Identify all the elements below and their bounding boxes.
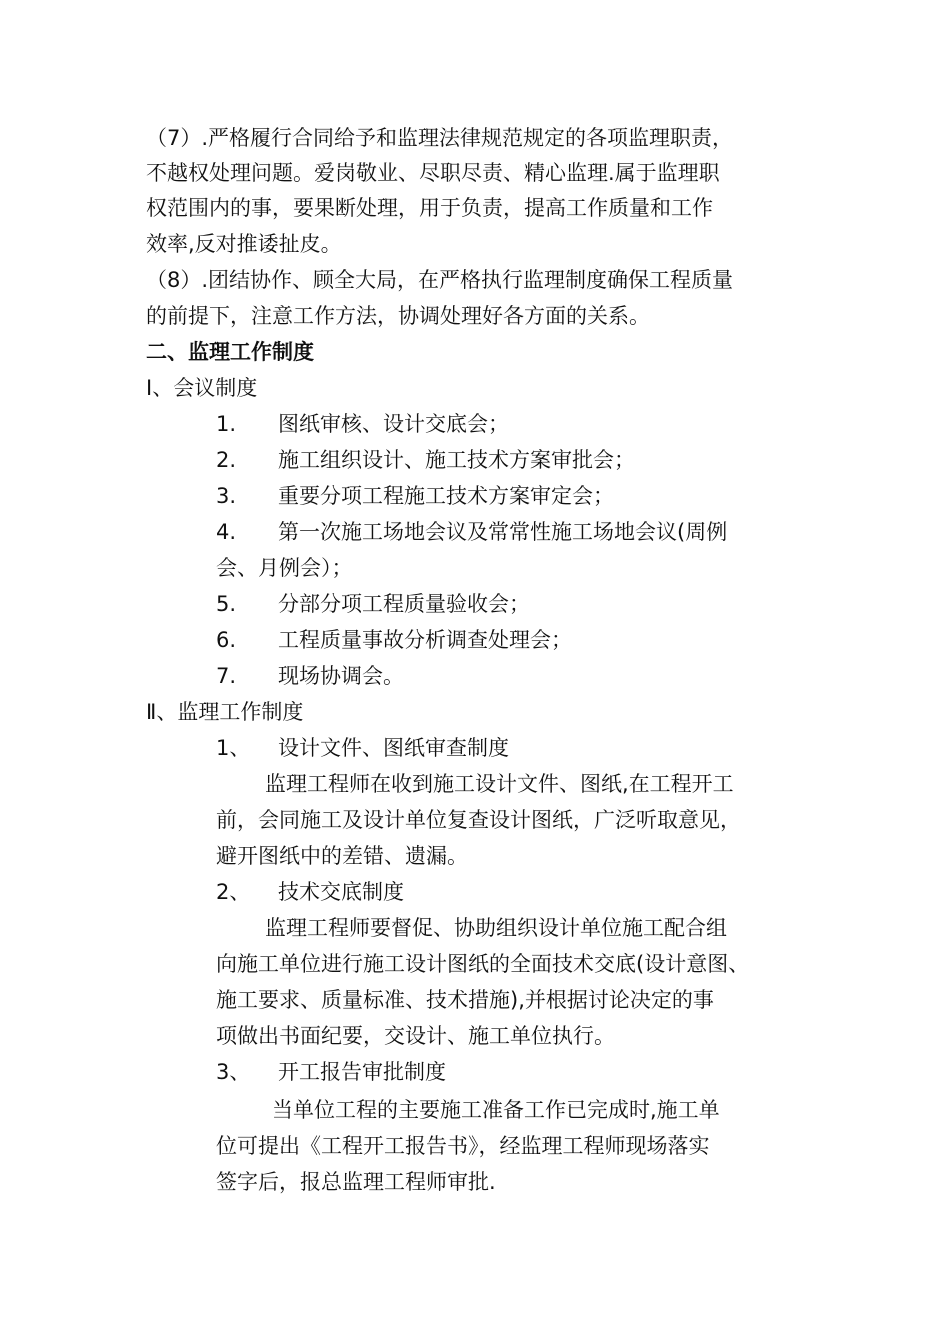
meeting-number: 7. — [216, 664, 237, 688]
meeting-item-continued — [216, 553, 353, 583]
sub3-body-line-1: 当单位工程的主要施工准备工作已完成时,施工单 — [272, 1098, 720, 1122]
meeting-text: 图纸审核、设计交底会； — [278, 412, 509, 436]
para7-line-2: 不越权处理问题。爱岗敬业、尽职尽责、精心监理.属于监理职 — [146, 161, 720, 185]
meeting-text: 现场协调会。 — [278, 664, 404, 688]
meeting-number: 3. — [216, 484, 237, 508]
meeting-item — [216, 517, 727, 547]
para8-line-1: （8）.团结协作、顾全大局，在严格执行监理制度确保工程质量 — [146, 268, 734, 292]
meeting-text: 施工组织设计、施工技术方案审批会； — [278, 448, 635, 472]
meeting-item — [216, 445, 635, 475]
sub1-number: 1、 — [216, 736, 251, 760]
sub1-title: 设计文件、图纸审查制度 — [278, 736, 509, 760]
meeting-text: 会、月例会）； — [216, 556, 353, 580]
sub2-heading — [216, 877, 404, 907]
meeting-number: 2. — [216, 448, 237, 472]
sub2-title: 技术交底制度 — [278, 880, 404, 904]
sub1-body-line-2: 前，会同施工及设计单位复查设计图纸，广泛听取意见， — [216, 808, 741, 832]
meeting-text: 工程质量事故分析调查处理会； — [278, 628, 572, 652]
meeting-item — [216, 409, 509, 439]
part1-title: Ⅰ、会议制度 — [146, 376, 258, 400]
sub1-body-line-3: 避开图纸中的差错、遗漏。 — [216, 844, 468, 868]
sub2-body-line-2: 向施工单位进行施工设计图纸的全面技术交底(设计意图、 — [216, 952, 750, 976]
meeting-item — [216, 481, 614, 511]
sub3-body-line-3: 签字后，报总监理工程师审批. — [216, 1170, 496, 1194]
meeting-text: 第一次施工场地会议及常常性施工场地会议(周例 — [278, 520, 728, 544]
sub1-heading — [216, 733, 509, 763]
meeting-number: 6. — [216, 628, 237, 652]
meeting-item — [216, 661, 404, 691]
sub2-body-line-4: 项做出书面纪要，交设计、施工单位执行。 — [216, 1024, 615, 1048]
sub3-title: 开工报告审批制度 — [278, 1060, 446, 1084]
section-heading: 二、监理工作制度 — [146, 340, 314, 364]
part2-title: Ⅱ、监理工作制度 — [146, 700, 304, 724]
para7-line-1: （7）.严格履行合同给予和监理法律规范规定的各项监理职责， — [146, 126, 734, 150]
para8-line-2: 的前提下，注意工作方法，协调处理好各方面的关系。 — [146, 304, 650, 328]
sub3-number: 3、 — [216, 1060, 251, 1084]
sub2-number: 2、 — [216, 880, 251, 904]
meeting-number: 5. — [216, 592, 237, 616]
para7-line-4: 效率,反对推诿扯皮。 — [146, 232, 342, 256]
sub1-body-line-1: 监理工程师在收到施工设计文件、图纸,在工程开工 — [265, 772, 734, 796]
para7-line-3: 权范围内的事，要果断处理，用于负责，提高工作质量和工作 — [146, 196, 713, 220]
meeting-number: 4. — [216, 520, 237, 544]
sub3-body-line-2: 位可提出《工程开工报告书》，经监理工程师现场落实 — [216, 1134, 710, 1158]
meeting-text: 重要分项工程施工技术方案审定会； — [278, 484, 614, 508]
meeting-text: 分部分项工程质量验收会； — [278, 592, 530, 616]
meeting-item — [216, 589, 530, 619]
meeting-item — [216, 625, 572, 655]
sub2-body-line-3: 施工要求、质量标准、技术措施),并根据讨论决定的事 — [216, 988, 714, 1012]
sub3-heading — [216, 1057, 446, 1087]
meeting-number: 1. — [216, 412, 237, 436]
sub2-body-line-1: 监理工程师要督促、协助组织设计单位施工配合组 — [265, 916, 727, 940]
